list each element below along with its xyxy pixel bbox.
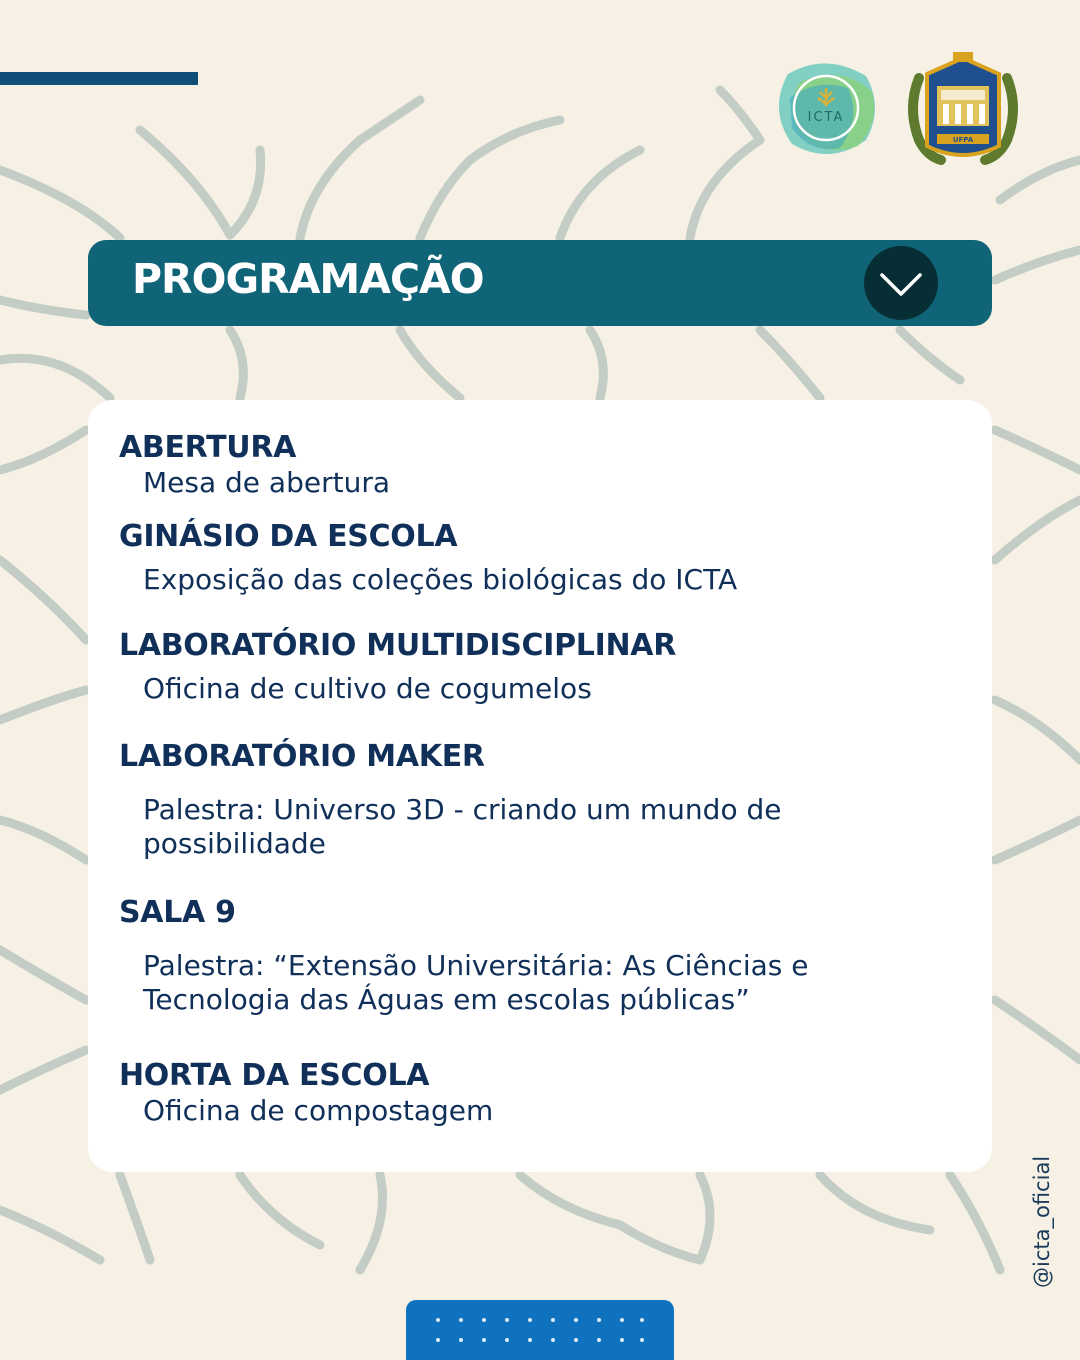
schedule-activity: Palestra: Universo 3D - criando um mundo de possibilidade	[143, 793, 782, 860]
icta-logo	[770, 58, 882, 162]
expand-toggle-button[interactable]	[864, 246, 938, 320]
schedule-item	[119, 430, 903, 500]
schedule-activity: Exposição das coleções biológicas do ICTA	[143, 563, 738, 596]
social-handle	[1020, 1150, 1070, 1290]
schedule-item	[119, 895, 903, 1017]
ufpa-crest	[905, 48, 1021, 168]
schedule-activity: Oficina de cultivo de cogumelos	[143, 672, 592, 705]
svg-text:ICTA: ICTA	[807, 110, 845, 125]
svg-text:UFPA: UFPA	[952, 136, 974, 144]
schedule-location: LABORATÓRIO MULTIDISCIPLINAR	[119, 628, 677, 663]
schedule-location: SALA 9	[119, 895, 236, 930]
schedule-item	[119, 739, 903, 861]
section-header	[88, 240, 992, 326]
schedule-activity: Oficina de compostagem	[143, 1094, 494, 1127]
schedule-location: ABERTURA	[119, 430, 297, 465]
schedule-location: GINÁSIO DA ESCOLA	[119, 519, 458, 554]
schedule-activity: Palestra: “Extensão Universitária: As Ciências e Tecnologia das Águas em escolas públicas”	[143, 949, 809, 1016]
schedule-item	[119, 628, 903, 706]
schedule-card	[88, 400, 992, 1172]
schedule-item	[119, 1058, 903, 1128]
page-title: PROGRAMAÇÃO	[132, 255, 484, 303]
schedule-activity: Mesa de abertura	[143, 466, 390, 499]
social-handle-text: @icta_oficial	[1030, 1155, 1054, 1288]
chevron-down-icon	[864, 246, 938, 320]
schedule-location: HORTA DA ESCOLA	[119, 1058, 430, 1093]
accent-line	[0, 72, 198, 85]
schedule-item	[119, 519, 903, 597]
schedule-location: LABORATÓRIO MAKER	[119, 739, 485, 774]
bottom-dotted-tab	[406, 1300, 674, 1360]
